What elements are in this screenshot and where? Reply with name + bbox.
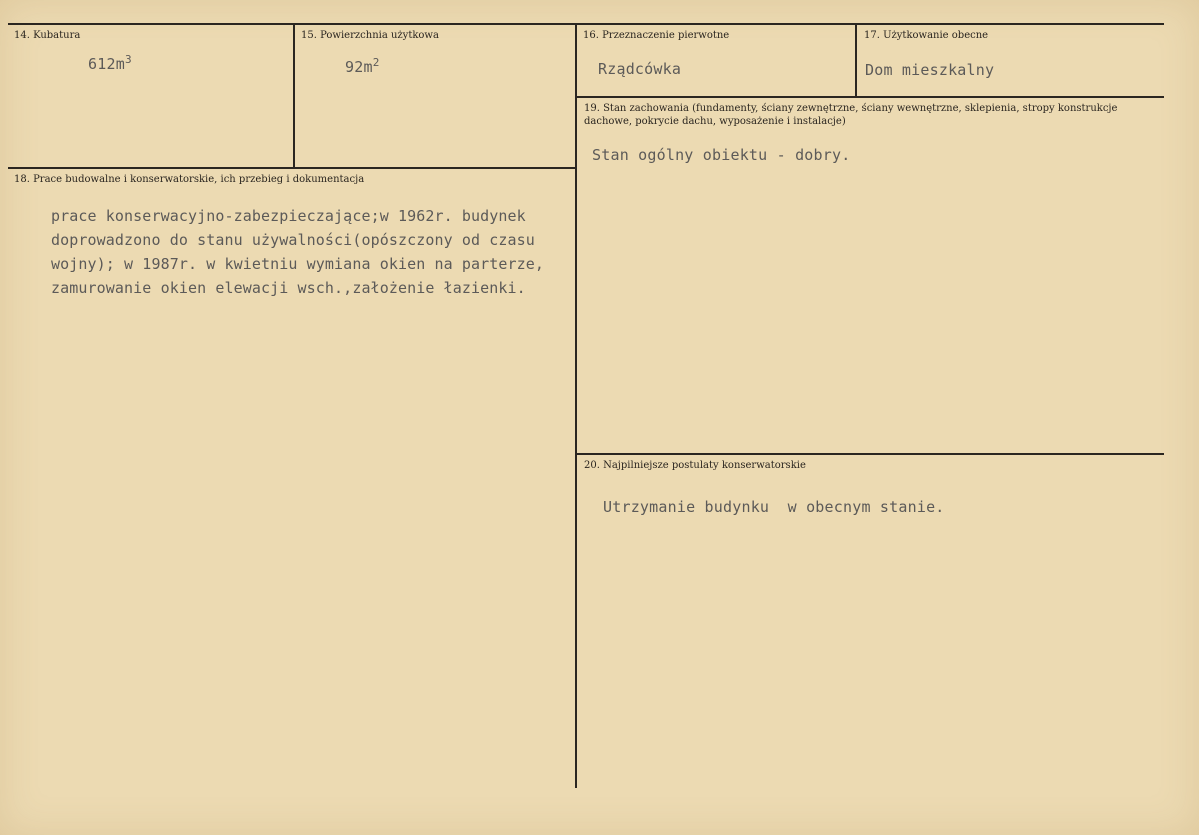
field-15-value	[345, 55, 380, 79]
field-18-line: prace konserwacyjno-zabezpieczające;w 1962r. budynek	[51, 207, 526, 225]
field-18-line: zamurowanie okien elewacji wsch.,założenie łazienki.	[51, 279, 526, 297]
field-18-line: wojny); w 1987r. w kwietniu wymiana okien na parterze,	[51, 255, 545, 273]
field-19-label: 19. Stan zachowania (fundamenty, ściany zewnętrzne, ściany wewnętrzne, sklepienia, stropy konstrukcje dachowe, pokrycie dachu, wyposażenie i instalacje)	[584, 103, 1118, 127]
field-14-label: 14. Kubatura	[14, 30, 81, 41]
field-18-line: doprowadzono do stanu używalności(opószczony od czasu	[51, 231, 535, 249]
kubatura-exponent: 3	[124, 53, 132, 66]
powierzchnia-exponent: 2	[372, 56, 380, 69]
rule-above-field-20	[577, 453, 1164, 455]
field-17-label: 17. Użytkowanie obecne	[864, 30, 989, 41]
field-16-label: 16. Przeznaczenie pierwotne	[583, 30, 730, 41]
kubatura-value: 612m	[88, 55, 125, 73]
field-18-value	[51, 204, 544, 300]
field-20-label: 20. Najpilniejsze postulaty konserwatorskie	[584, 460, 806, 471]
field-16-value: Rządcówka	[598, 60, 682, 78]
field-15-label: 15. Powierzchnia użytkowa	[301, 30, 439, 41]
divider-14-15	[293, 24, 295, 168]
field-19-value: Stan ogólny obiektu - dobry.	[592, 146, 851, 164]
field-17-value: Dom mieszkalny	[865, 61, 995, 79]
divider-16-17	[855, 24, 857, 97]
powierzchnia-value: 92m	[345, 58, 373, 76]
top-rule	[8, 23, 1164, 25]
center-divider	[575, 24, 577, 788]
field-14-value	[88, 52, 132, 76]
rule-below-field-17	[577, 96, 1164, 98]
field-18-label: 18. Prace budowalne i konserwatorskie, ich przebieg i dokumentacja	[14, 174, 365, 185]
field-20-value: Utrzymanie budynku w obecnym stanie.	[603, 498, 945, 516]
